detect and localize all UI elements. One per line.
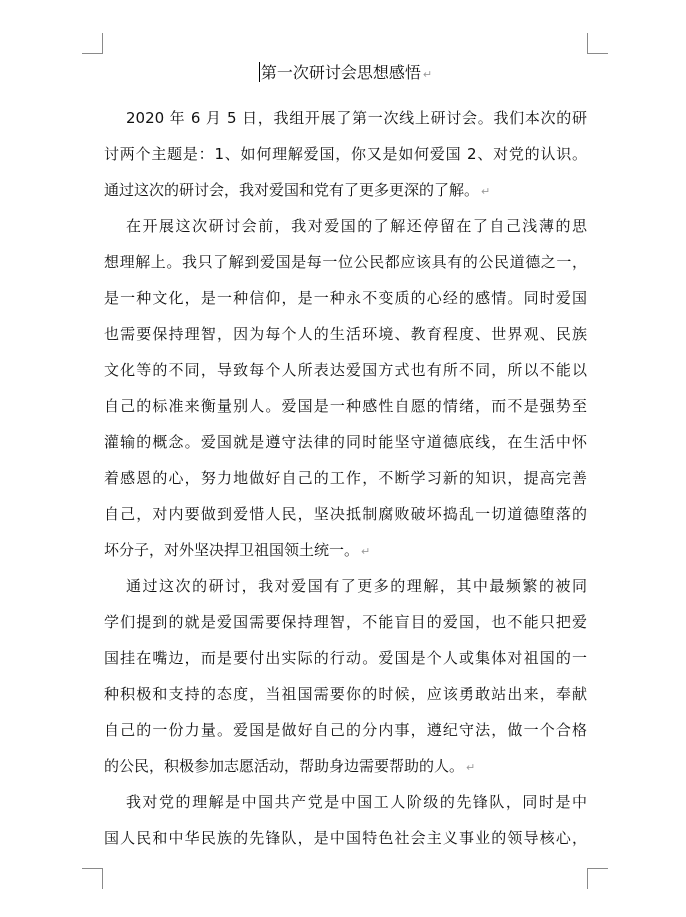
paragraph-mark-icon: ↵ bbox=[481, 185, 491, 198]
document-body[interactable] bbox=[104, 58, 587, 856]
text-line: 种积极和支持的态度，当祖国需要你的时候，应该勇敢站出来，奉献 bbox=[104, 685, 587, 703]
text-cursor bbox=[259, 62, 260, 82]
text-line: 自己，对内要做到爱惜人民，坚决抵制腐败破坏捣乱一切道德堕落的 bbox=[104, 505, 587, 523]
text-line: 自己的标准来衡量别人。爱国是一种感性自愿的情绪，而不是强势至 bbox=[104, 397, 587, 415]
text-line-content: 坏分子，对外坚决捍卫祖国领土统一。 bbox=[104, 541, 360, 559]
text-line: 我对党的理解是中国共产党是中国工人阶级的先锋队，同时是中 bbox=[126, 793, 587, 811]
margin-corner-top-right bbox=[587, 33, 608, 54]
margin-corner-top-left bbox=[82, 33, 103, 54]
text-line: 也需要保持理智，因为每个人的生活环境、教育程度、世界观、民族 bbox=[104, 325, 587, 343]
paragraph-mark-icon: ↵ bbox=[422, 68, 433, 81]
text-line: 2020 年 6 月 5 日，我组开展了第一次线上研讨会。我们本次的研 bbox=[126, 109, 587, 127]
text-line-content: 的公民，积极参加志愿活动，帮助身边需要帮助的人。 bbox=[104, 757, 465, 775]
text-line bbox=[104, 532, 587, 568]
text-line: 是一种文化，是一种信仰，是一种永不变质的心经的感情。同时爱国 bbox=[104, 289, 587, 307]
text-line: 学们提到的就是爱国需要保持理智，不能盲目的爱国，也不能只把爱 bbox=[104, 613, 587, 631]
text-line: 自己的一份力量。爱国是做好自己的分内事，遵纪守法，做一个合格 bbox=[104, 721, 587, 739]
paragraph-3[interactable] bbox=[104, 568, 587, 784]
margin-corner-bottom-left bbox=[82, 868, 103, 889]
document-title[interactable] bbox=[104, 58, 587, 88]
paragraph-mark-icon: ↵ bbox=[361, 545, 371, 558]
text-line: 国挂在嘴边，而是要付出实际的行动。爱国是个人或集体对祖国的一 bbox=[104, 649, 587, 667]
paragraph-1[interactable] bbox=[104, 100, 587, 208]
margin-corner-bottom-right bbox=[587, 868, 608, 889]
text-line: 着感恩的心，努力地做好自己的工作，不断学习新的知识，提高完善 bbox=[104, 469, 587, 487]
text-line bbox=[104, 172, 587, 208]
text-line: 国人民和中华民族的先锋队，是中国特色社会主义事业的领导核心， bbox=[104, 829, 587, 847]
text-line-content: 通过这次的研讨会，我对爱国和党有了更多更深的了解。 bbox=[104, 181, 480, 199]
paragraph-2[interactable] bbox=[104, 208, 587, 568]
text-line: 文化等的不同，导致每个人所表达爱国方式也有所不同，所以不能以 bbox=[104, 361, 587, 379]
paragraph-mark-icon: ↵ bbox=[466, 761, 476, 774]
text-line: 想理解上。我只了解到爱国是每一位公民都应该具有的公民道德之一， bbox=[104, 253, 587, 271]
text-line: 讨两个主题是：1、如何理解爱国，你又是如何爱国 2、对党的认识。 bbox=[104, 145, 587, 163]
text-line: 灌输的概念。爱国就是遵守法律的同时能坚守道德底线，在生活中怀 bbox=[104, 433, 587, 451]
document-title-text: 第一次研讨会思想感悟 bbox=[260, 63, 421, 82]
paragraph-4[interactable] bbox=[104, 784, 587, 856]
text-line: 在开展这次研讨会前，我对爱国的了解还停留在了自己浅薄的思 bbox=[126, 217, 587, 235]
text-line: 通过这次的研讨，我对爱国有了更多的理解，其中最频繁的被同 bbox=[126, 577, 587, 595]
text-line bbox=[104, 748, 587, 784]
